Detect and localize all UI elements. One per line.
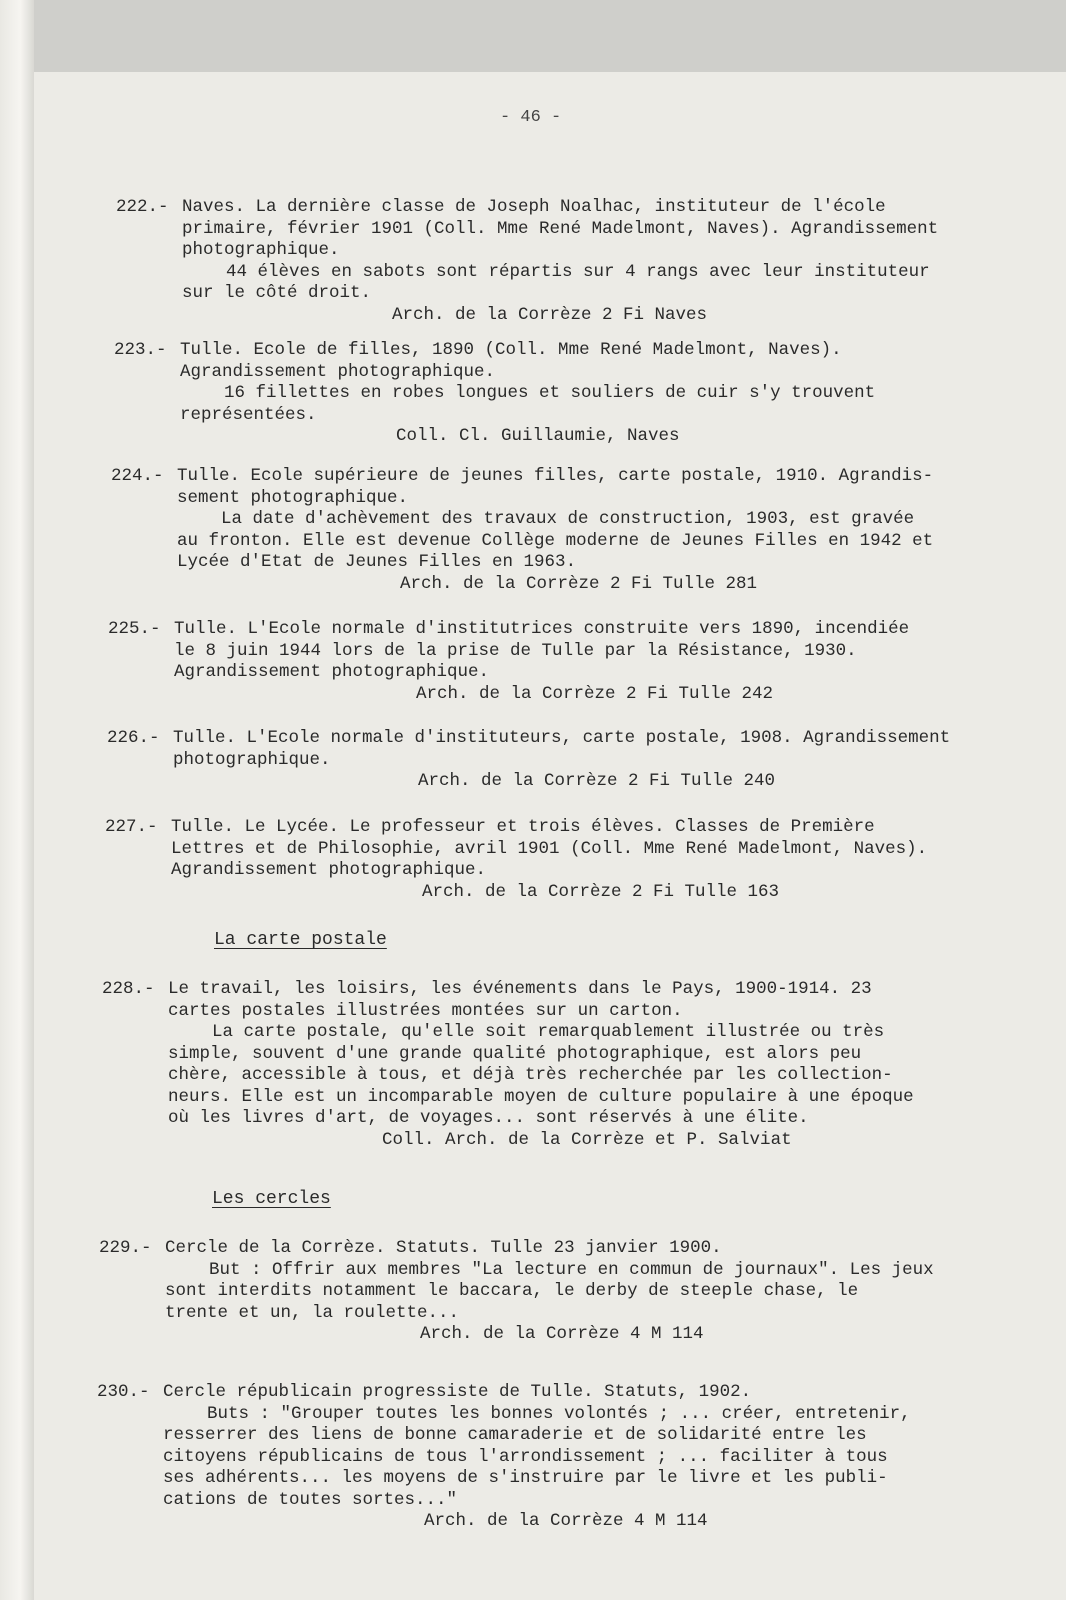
entry-title-line: Naves. La dernière classe de Joseph Noalhac, instituteur de l'école — [182, 197, 886, 217]
archive-reference: Arch. de la Corrèze 2 Fi Tulle 242 — [416, 683, 774, 704]
entry-description-line: cations de toutes sortes..." — [163, 1489, 458, 1510]
section-heading-cercles: Les cercles — [212, 1189, 331, 1209]
archive-reference: Arch. de la Corrèze 4 M 114 — [420, 1324, 704, 1344]
entry-body — [182, 197, 1002, 326]
book-gutter — [0, 0, 34, 1600]
entry-title-line: sement photographique. — [177, 487, 409, 508]
entry-description-line: citoyens républicains de tous l'arrondissement ; ... faciliter à tous — [163, 1446, 888, 1467]
entry-body — [180, 340, 1000, 448]
entry-description-line: 16 fillettes en robes longues et souliers de cuir s'y trouvent — [224, 383, 876, 403]
entry-title-line: Agrandissement photographique. — [174, 662, 490, 682]
archive-reference: Arch. de la Corrèze 4 M 114 — [424, 1511, 708, 1531]
archive-reference: Coll. Arch. de la Corrèze et P. Salviat — [382, 1129, 792, 1150]
entry-title-line: cartes postales illustrées montées sur un carton. — [168, 1000, 683, 1021]
archive-reference: Arch. de la Corrèze 2 Fi Tulle 281 — [400, 573, 758, 594]
entry-title-line: Tulle. Ecole supérieure de jeunes filles, carte postale, 1910. Agrandis- — [177, 466, 934, 486]
entry-description-line: sont interdits notamment le baccara, le derby de steeple chase, le — [165, 1281, 859, 1301]
entry-title-line: Lettres et de Philosophie, avril 1901 (Coll. Mme René Madelmont, Naves). — [171, 838, 928, 859]
archive-reference: Arch. de la Corrèze 2 Fi Tulle 240 — [418, 771, 776, 791]
entry-number: 229.- — [99, 1238, 152, 1258]
archive-reference: Coll. Cl. Guillaumie, Naves — [396, 426, 680, 446]
entry-number: 225.- — [108, 619, 161, 639]
entry-body — [171, 817, 991, 903]
entry-description-line: Buts : "Grouper toutes les bonnes volontés ; ... créer, entretenir, — [207, 1403, 911, 1424]
entry-title-line: photographique. — [173, 749, 331, 770]
entry-body — [174, 619, 994, 705]
entry-description-line: où les livres d'art, de voyages... sont réservés à une élite. — [168, 1108, 809, 1128]
entry-description-line: simple, souvent d'une grande qualité photographique, est alors peu — [168, 1043, 862, 1064]
entry-description-line: resserrer des liens de bonne camaraderie et de solidarité entre les — [163, 1425, 867, 1445]
entry-number: 222.- — [116, 197, 169, 217]
entry-title-line: Le travail, les loisirs, les événements dans le Pays, 1900-1914. 23 — [168, 979, 872, 999]
entry-number: 226.- — [107, 728, 160, 748]
entry-description-line: sur le côté droit. — [182, 283, 372, 303]
entry-title-line: le 8 juin 1944 lors de la prise de Tulle par la Résistance, 1930. — [174, 640, 857, 661]
entry-number: 228.- — [102, 979, 155, 999]
entry-title-line: primaire, février 1901 (Coll. Mme René Madelmont, Naves). Agrandissement — [182, 218, 939, 239]
archive-reference: Arch. de la Corrèze 2 Fi Naves — [392, 304, 708, 325]
entry-number: 224.- — [111, 466, 164, 486]
entry-body — [165, 1238, 985, 1346]
entry-description-line: chère, accessible à tous, et déjà très recherchée par les collection- — [168, 1065, 893, 1085]
entry-title-line: Agrandissement photographique. — [171, 860, 487, 880]
entry-description-line: trente et un, la roulette... — [165, 1302, 460, 1323]
entry-description-line: 44 élèves en sabots sont répartis sur 4 rangs avec leur instituteur — [226, 261, 930, 282]
entry-description-line: La carte postale, qu'elle soit remarquablement illustrée ou très — [212, 1022, 885, 1042]
entry-title-line: photographique. — [182, 240, 340, 260]
entry-title-line: Tulle. Ecole de filles, 1890 (Coll. Mme René Madelmont, Naves). — [180, 340, 842, 360]
entry-description-line: neurs. Elle est un incomparable moyen de culture populaire à une époque — [168, 1086, 914, 1107]
entry-description-line: La date d'achèvement des travaux de construction, 1903, est gravée — [221, 509, 915, 529]
entry-title-line: Agrandissement photographique. — [180, 361, 496, 382]
entry-body — [173, 728, 993, 793]
entry-title-line: Tulle. L'Ecole normale d'institutrices construite vers 1890, incendiée — [174, 619, 910, 639]
entry-number: 230.- — [97, 1382, 150, 1402]
entry-description-line: Lycée d'Etat de Jeunes Filles en 1963. — [177, 552, 577, 572]
section-heading-carte-postale: La carte postale — [214, 930, 387, 950]
entry-description-line: représentées. — [180, 404, 317, 425]
entry-title-line: Tulle. Le Lycée. Le professeur et trois élèves. Classes de Première — [171, 817, 875, 837]
page-number: - 46 - — [500, 108, 562, 127]
entry-title-line: Cercle républicain progressiste de Tulle. Statuts, 1902. — [163, 1382, 752, 1402]
entry-body — [168, 979, 988, 1151]
entry-number: 223.- — [114, 340, 167, 360]
archive-reference: Arch. de la Corrèze 2 Fi Tulle 163 — [422, 881, 780, 902]
entry-title-line: Cercle de la Corrèze. Statuts. Tulle 23 janvier 1900. — [165, 1238, 722, 1258]
entry-number: 227.- — [105, 817, 158, 837]
entry-body — [163, 1382, 983, 1533]
entry-body — [177, 466, 997, 595]
entry-title-line: Tulle. L'Ecole normale d'instituteurs, carte postale, 1908. Agrandissement — [173, 728, 951, 748]
entry-description-line: But : Offrir aux membres "La lecture en commun de journaux". Les jeux — [209, 1259, 934, 1280]
entry-description-line: au fronton. Elle est devenue Collège moderne de Jeunes Filles en 1942 et — [177, 530, 934, 551]
entry-description-line: ses adhérents... les moyens de s'instruire par le livre et les publi- — [163, 1468, 888, 1488]
